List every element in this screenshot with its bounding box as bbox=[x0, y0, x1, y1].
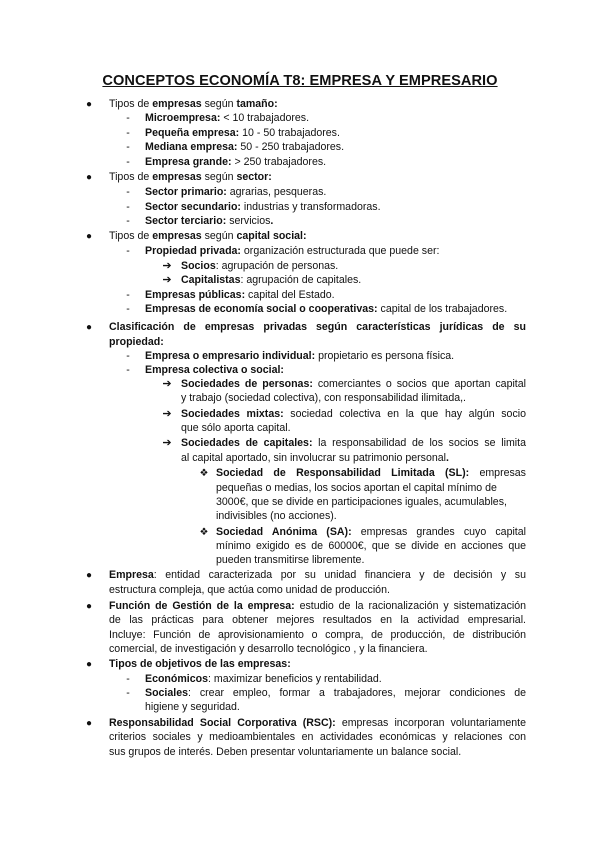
dash-marker: - bbox=[126, 215, 130, 227]
list-item-cont: mínimo exigido es de 60000€, que se divide en acciones que bbox=[216, 540, 526, 552]
list-item bbox=[145, 303, 507, 316]
list-item bbox=[181, 378, 526, 391]
bullet-marker: ● bbox=[85, 570, 93, 581]
funcion-definition-cont: Incluye: Función de aprovisionamiento o compra, de producción, de distribución bbox=[109, 629, 526, 641]
bold-term: Sociedades de personas: bbox=[181, 378, 313, 390]
list-item bbox=[145, 673, 382, 686]
bold-term: tamaño: bbox=[236, 98, 278, 110]
text-run: > 250 trabajadores. bbox=[231, 156, 327, 168]
diamond-icon: ❖ bbox=[199, 527, 209, 538]
list-item bbox=[145, 141, 344, 154]
rsc-definition-cont: criterios sociales y medioambientales en actividades económicas y relaciones con bbox=[109, 731, 526, 743]
bold-term: . bbox=[446, 452, 449, 464]
bullet-marker: ● bbox=[85, 172, 93, 183]
arrow-icon: ➔ bbox=[162, 274, 172, 286]
dash-marker: - bbox=[126, 687, 130, 699]
list-item-cont: que sólo aporta capital. bbox=[181, 422, 291, 434]
list-item bbox=[145, 350, 454, 363]
text-run: : agrupación de capitales. bbox=[240, 274, 362, 286]
text-run: la responsabilidad de los socios se limita bbox=[312, 437, 526, 449]
bold-term: Mediana empresa: bbox=[145, 141, 238, 153]
objetivos-heading bbox=[109, 658, 291, 671]
bold-term: Empresa o empresario individual: bbox=[145, 350, 316, 362]
text-run: al capital aportado, sin involucrar su patrimonio personal bbox=[181, 452, 446, 464]
list-item bbox=[216, 526, 526, 539]
bold-term: Responsabilidad Social Corporativa (RSC): bbox=[109, 717, 336, 729]
empresa-definition bbox=[109, 569, 526, 582]
bold-term: Empresa bbox=[109, 569, 154, 581]
rsc-definition bbox=[109, 717, 526, 730]
funcion-definition-cont: comercial, de investigación y desarrollo tecnológico , y la financiera. bbox=[109, 643, 428, 655]
dash-marker: - bbox=[126, 364, 130, 376]
text-run: : maximizar beneficios y rentabilidad. bbox=[208, 673, 382, 685]
bullet-marker: ● bbox=[85, 322, 93, 333]
bold-term: Sector secundario: bbox=[145, 201, 241, 213]
text-run: empresas incorporan voluntariamente bbox=[335, 717, 526, 729]
text-run: 10 - 50 trabajadores. bbox=[239, 127, 340, 139]
text-run: agrarias, pesqueras. bbox=[226, 186, 327, 198]
text-run: empresas grandes cuyo capital bbox=[351, 526, 526, 538]
dash-marker: - bbox=[126, 201, 130, 213]
bold-term: Empresa colectiva o social: bbox=[145, 364, 284, 376]
bold-term: empresas bbox=[152, 230, 202, 242]
list-item-cont: pequeñas o medias, los socios aportan el capital mínimo de bbox=[216, 482, 497, 494]
text-run: estudio de la racionalización y sistematización bbox=[294, 600, 527, 612]
bold-term: empresas bbox=[152, 98, 202, 110]
bold-term: Clasificación de empresas privadas según características jurídicas de su bbox=[109, 321, 526, 333]
text-run: Tipos de bbox=[109, 230, 153, 242]
bold-term: Sociales bbox=[145, 687, 188, 699]
list-item bbox=[145, 112, 309, 125]
list-item bbox=[145, 215, 273, 228]
tamano-heading bbox=[109, 98, 278, 111]
list-item bbox=[145, 245, 439, 258]
clasif-heading-cont bbox=[109, 336, 164, 349]
arrow-icon: ➔ bbox=[162, 437, 172, 449]
dash-marker: - bbox=[126, 350, 130, 362]
empresa-definition-cont: estructura compleja, que actúa como unidad de producción. bbox=[109, 584, 390, 596]
text-run: capital de los trabajadores. bbox=[377, 303, 508, 315]
dash-marker: - bbox=[126, 141, 130, 153]
list-item-cont: y trabajo (sociedad colectiva), con responsabilidad ilimitada,. bbox=[181, 392, 467, 404]
dash-marker: - bbox=[126, 112, 130, 124]
bold-term: Socios bbox=[181, 260, 216, 272]
text-run: sociedad colectiva en la que hay algún socio bbox=[283, 408, 526, 420]
text-run: comerciantes o socios que aportan capital bbox=[312, 378, 526, 390]
dash-marker: - bbox=[126, 127, 130, 139]
text-run: propietario es persona física. bbox=[315, 350, 455, 362]
list-item bbox=[145, 156, 326, 169]
funcion-definition bbox=[109, 600, 526, 613]
dash-marker: - bbox=[126, 186, 130, 198]
list-item bbox=[145, 201, 381, 214]
bullet-marker: ● bbox=[85, 659, 93, 670]
clasif-heading bbox=[109, 321, 526, 334]
list-item bbox=[145, 364, 284, 377]
bold-term: Propiedad privada: bbox=[145, 245, 241, 257]
bold-term: Empresas de economía social o cooperativas: bbox=[145, 303, 378, 315]
list-item-cont: indivisibles (no acciones). bbox=[216, 510, 337, 522]
bold-term: Tipos de objetivos de las empresas: bbox=[109, 658, 291, 670]
arrow-icon: ➔ bbox=[162, 408, 172, 420]
bold-term: Función de Gestión de la empresa: bbox=[109, 600, 295, 612]
bold-term: Sociedades mixtas: bbox=[181, 408, 284, 420]
list-item bbox=[181, 437, 526, 450]
bold-term: propiedad: bbox=[109, 336, 164, 348]
bold-term: Sociedad de Responsabilidad Limitada (SL): bbox=[216, 467, 470, 479]
bold-term: Pequeña empresa: bbox=[145, 127, 240, 139]
text-run: según bbox=[201, 171, 237, 183]
dash-marker: - bbox=[126, 289, 130, 301]
text-run: Tipos de bbox=[109, 98, 153, 110]
list-item bbox=[216, 467, 526, 480]
list-item bbox=[145, 289, 335, 302]
list-item-cont: higiene y seguridad. bbox=[145, 701, 240, 713]
list-item-cont bbox=[181, 452, 449, 465]
bold-term: . bbox=[270, 215, 274, 227]
bold-term: Capitalistas bbox=[181, 274, 241, 286]
text-run: : entidad caracterizada por su unidad financiera y de decisión y su bbox=[153, 569, 526, 581]
bold-term: Económicos bbox=[145, 673, 208, 685]
bold-term: capital social: bbox=[236, 230, 307, 242]
text-run: capital del Estado. bbox=[245, 289, 335, 301]
capital-heading bbox=[109, 230, 307, 243]
dash-marker: - bbox=[126, 245, 130, 257]
dash-marker: - bbox=[126, 673, 130, 685]
text-run: : agrupación de personas. bbox=[215, 260, 339, 272]
sector-heading bbox=[109, 171, 272, 184]
bold-term: Sector terciario: bbox=[145, 215, 227, 227]
text-run: organización estructurada que puede ser: bbox=[240, 245, 440, 257]
dash-marker: - bbox=[126, 303, 130, 315]
diamond-icon: ❖ bbox=[199, 468, 209, 479]
bold-term: Empresa grande: bbox=[145, 156, 232, 168]
bullet-marker: ● bbox=[85, 718, 93, 729]
page-title: CONCEPTOS ECONOMÍA T8: EMPRESA Y EMPRESARIO bbox=[102, 73, 498, 89]
bold-term: empresas bbox=[152, 171, 202, 183]
bold-term: Empresas públicas: bbox=[145, 289, 246, 301]
rsc-definition-cont: sus grupos de interés. Deben presentar voluntariamente un balance social. bbox=[109, 746, 462, 758]
list-item bbox=[145, 687, 526, 700]
text-run: según bbox=[201, 98, 237, 110]
bullet-marker: ● bbox=[85, 231, 93, 242]
text-run: Tipos de bbox=[109, 171, 153, 183]
list-item-cont: pueden transmitirse libremente. bbox=[216, 554, 365, 566]
text-run: 50 - 250 trabajadores. bbox=[237, 141, 345, 153]
bullet-marker: ● bbox=[85, 99, 93, 110]
text-run: industrias y transformadoras. bbox=[240, 201, 381, 213]
dash-marker: - bbox=[126, 156, 130, 168]
arrow-icon: ➔ bbox=[162, 260, 172, 272]
list-item bbox=[181, 408, 526, 421]
list-item bbox=[181, 274, 361, 287]
bold-term: Microempresa: bbox=[145, 112, 221, 124]
text-run: : crear empleo, formar a trabajadores, mejorar condiciones de bbox=[188, 687, 526, 699]
list-item bbox=[145, 127, 340, 140]
text-run: < 10 trabajadores. bbox=[220, 112, 310, 124]
bullet-marker: ● bbox=[85, 601, 93, 612]
bold-term: Sociedades de capitales: bbox=[181, 437, 313, 449]
bold-term: Sociedad Anónima (SA): bbox=[216, 526, 352, 538]
bold-term: sector: bbox=[236, 171, 272, 183]
text-run: servicios bbox=[226, 215, 271, 227]
arrow-icon: ➔ bbox=[162, 378, 172, 390]
text-run: empresas bbox=[469, 467, 526, 479]
list-item-cont: 3000€, que se divide en participaciones iguales, acumulables, bbox=[216, 496, 507, 508]
text-run: según bbox=[201, 230, 237, 242]
bold-term: Sector primario: bbox=[145, 186, 227, 198]
funcion-definition-cont: de las prácticas para obtener mejores resultados en la actividad empresarial. bbox=[109, 614, 526, 626]
list-item bbox=[181, 260, 338, 273]
list-item bbox=[145, 186, 326, 199]
